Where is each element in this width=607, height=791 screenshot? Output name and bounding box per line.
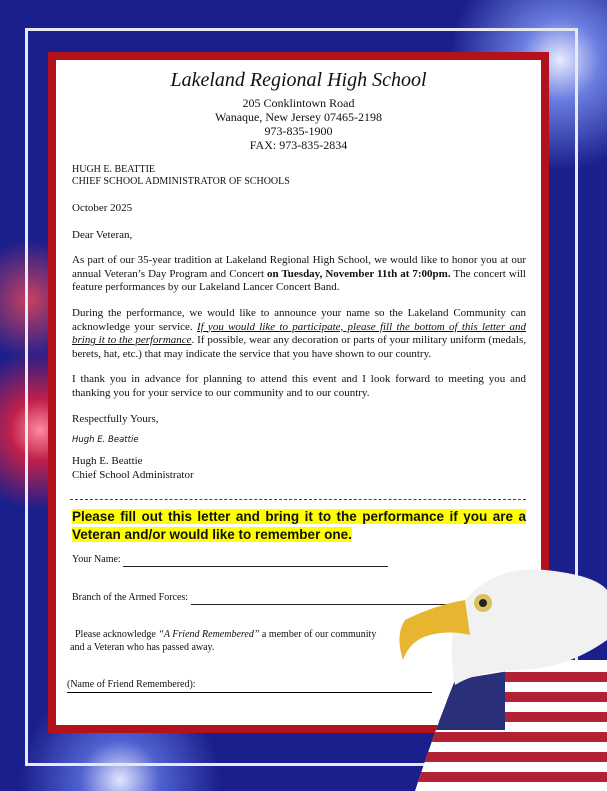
sender-block	[72, 164, 526, 188]
signer-block	[72, 455, 526, 482]
friend-blank[interactable]	[67, 678, 432, 693]
signature: Hugh E. Beattie	[72, 435, 139, 445]
eagle-flag-image	[395, 560, 607, 791]
text: During the performance, we would like to announce your name so the Lakeland Community can acknowledge your service.	[72, 307, 526, 333]
event-date: on Tuesday, November 11th at 7:00pm.	[267, 267, 451, 280]
text: a member of our community	[259, 629, 377, 640]
date: October 2025	[72, 202, 133, 214]
sender-name: HUGH E. BEATTIE	[72, 164, 156, 175]
closing: Respectfully Yours,	[72, 413, 159, 425]
salutation: Dear Veteran,	[72, 229, 133, 241]
school-name: Lakeland Regional High School	[170, 69, 427, 91]
text: Please acknowledge	[75, 629, 159, 640]
paragraph-1	[72, 254, 526, 295]
text: The concert will feature performances by our Lakeland Lancer Concert Band.	[72, 267, 526, 293]
friend-remembered-quote: “A Friend Remembered”	[158, 629, 260, 640]
branch-label: Branch of the Armed Forces:	[72, 592, 189, 603]
paragraph-3: I thank you in advance for planning to attend this event and I look forward to meeting you and thanking you for your service to our community and to our country.	[72, 373, 526, 399]
sender-title: CHIEF SCHOOL ADMINISTRATOR OF SCHOOLS	[72, 176, 290, 187]
letterhead-address	[56, 96, 541, 152]
fax: FAX: 973-835-2834	[249, 138, 348, 152]
text: and a Veteran who has passed away.	[70, 642, 215, 653]
name-label: Your Name:	[72, 554, 121, 565]
address-line: 205 Conklintown Road	[242, 96, 355, 110]
participation-instruction: If you would like to participate, please fill the bottom of this letter and bring it to the performance	[72, 320, 526, 346]
paragraph-2	[72, 307, 526, 361]
friend-label: (Name of Friend Remembered):	[67, 679, 196, 690]
name-blank[interactable]	[123, 554, 388, 567]
signer-name: Hugh E. Beattie	[72, 455, 143, 467]
text: As part of our 35-year tradition at Lakeland Regional High School, we would like to honor you at our annual Veteran’s Day Program and Concert	[72, 254, 526, 280]
highlighted-text: Please fill out this letter and bring it to the performance if you are a Veteran and/or would like to remember one.	[72, 509, 526, 542]
cut-line	[70, 499, 526, 500]
form-instructions	[72, 508, 526, 543]
text: . If possible, wear any decoration or parts of your military uniform (medals, berets, hat, etc.) that may indicate the service that you have shown to our country.	[72, 334, 526, 360]
signer-title: Chief School Administrator	[72, 468, 194, 481]
address-line: Wanaque, New Jersey 07465-2198	[215, 110, 382, 124]
phone: 973-835-1900	[264, 124, 333, 138]
